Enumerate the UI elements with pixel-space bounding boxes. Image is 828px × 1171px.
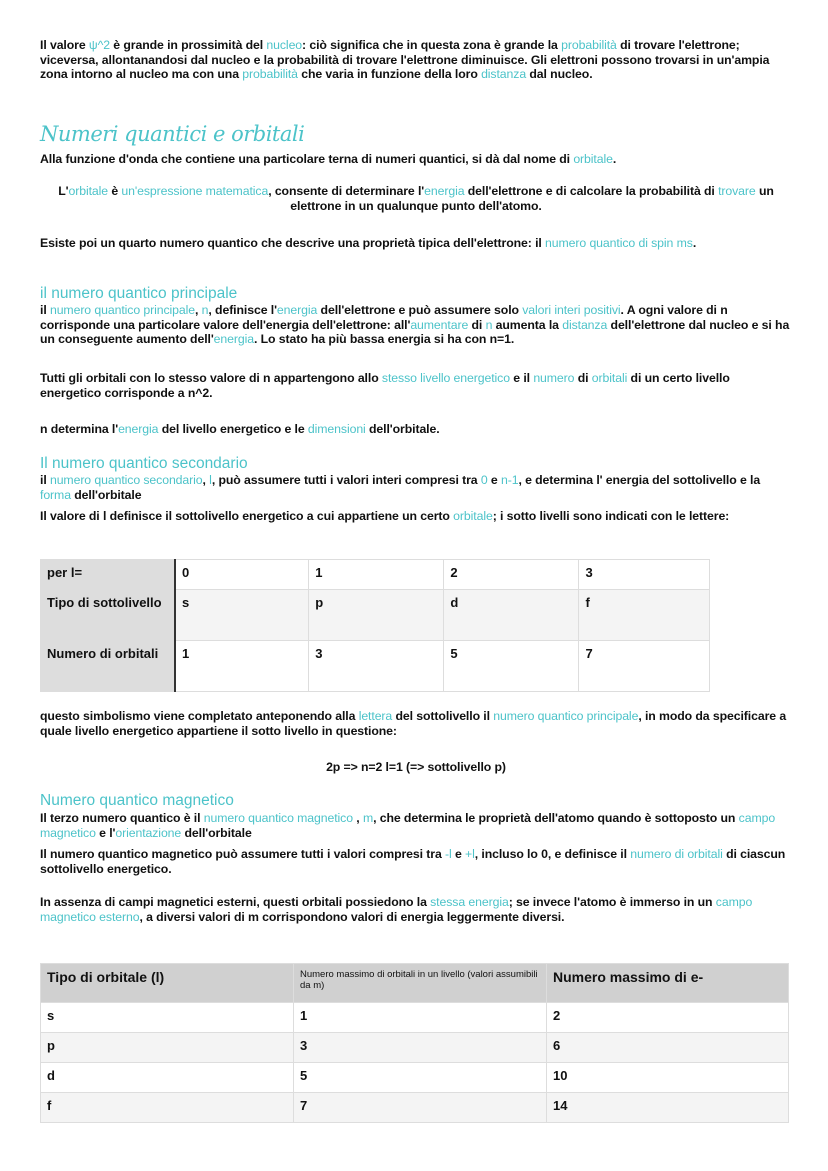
text-segment: di bbox=[574, 371, 592, 385]
text-segment: di ciascun sottolivello energetico. bbox=[40, 847, 786, 876]
table-cell: 1 bbox=[175, 641, 309, 692]
highlighted-term: campo magnetico esterno bbox=[40, 895, 753, 924]
table-cell: d bbox=[41, 1063, 294, 1093]
text-segment: Il numero quantico magnetico può assumere tutti i valori compresi tra bbox=[40, 847, 446, 861]
text-segment: L' bbox=[58, 184, 69, 198]
highlighted-term: orbitali bbox=[591, 371, 628, 385]
text-segment: dell'orbitale bbox=[181, 825, 252, 840]
text-segment: dell'orbitale. bbox=[365, 422, 440, 436]
table-header-cell: Numero massimo di e- bbox=[547, 964, 789, 1003]
table-cell: 3 bbox=[294, 1033, 547, 1063]
text-segment: , incluso lo 0, e definisce il bbox=[474, 847, 631, 861]
paragraph-magnetico-valori bbox=[40, 847, 792, 876]
text-segment: questo simbolismo viene completato anteponendo alla bbox=[40, 709, 359, 723]
highlighted-term: valori interi positivi bbox=[522, 303, 621, 317]
table-cell: Tipo di sottolivello bbox=[41, 590, 176, 641]
text-segment: . bbox=[692, 236, 697, 250]
table-header-cell: Tipo di orbitale (l) bbox=[41, 964, 294, 1003]
highlighted-term: energia bbox=[213, 332, 254, 347]
table-row bbox=[41, 560, 710, 590]
table-cell: 10 bbox=[547, 1063, 789, 1093]
table-cell: 0 bbox=[175, 560, 309, 590]
text-segment: dell'elettrone dal nucleo e si ha un conseguente aumento dell' bbox=[40, 317, 790, 347]
table-row bbox=[41, 590, 710, 641]
paragraph-simbolismo bbox=[40, 709, 792, 738]
text-segment: Esiste poi un quarto numero quantico che descrive una proprietà tipica dell'elettrone: il bbox=[40, 236, 546, 250]
paragraph-spin bbox=[40, 236, 792, 251]
example-2p: 2p => n=2 l=1 (=> sottolivello p) bbox=[326, 760, 506, 774]
table-row bbox=[41, 641, 710, 692]
intro-paragraph bbox=[40, 38, 792, 82]
heading-numero-magnetico: Numero quantico magnetico bbox=[40, 792, 234, 809]
text-segment: e bbox=[487, 473, 501, 487]
highlighted-term: numero bbox=[533, 371, 575, 385]
table-row bbox=[41, 1093, 789, 1123]
text-segment: il bbox=[40, 473, 50, 487]
heading-numero-secondario: Il numero quantico secondario bbox=[40, 455, 248, 472]
table-cell: p bbox=[309, 590, 444, 641]
table-row bbox=[41, 1033, 789, 1063]
highlighted-term: numero quantico magnetico bbox=[203, 811, 353, 825]
highlighted-term: forma bbox=[40, 487, 71, 502]
text-segment: , a diversi valori di m corrispondono valori di energia leggermente diversi. bbox=[139, 909, 565, 924]
paragraph-livello bbox=[40, 371, 792, 400]
text-segment: un elettrone in un qualunque punto dell'atomo. bbox=[290, 184, 774, 213]
highlighted-term: energia bbox=[424, 184, 465, 198]
table-cell: s bbox=[41, 1003, 294, 1033]
text-segment: , bbox=[202, 473, 210, 487]
highlighted-term: -l bbox=[445, 847, 452, 861]
highlighted-term: orbitale bbox=[453, 509, 493, 523]
highlighted-term: 0 bbox=[480, 473, 488, 487]
paragraph-magnetico bbox=[40, 811, 792, 840]
text-segment: , bbox=[352, 811, 363, 825]
text-segment: n determina l' bbox=[40, 422, 119, 436]
text-segment: e l' bbox=[95, 825, 116, 840]
table-row bbox=[41, 1063, 789, 1093]
highlighted-term: stesso livello energetico bbox=[381, 371, 510, 385]
paragraph-orbitale-expression bbox=[40, 184, 792, 213]
sottolivelli-table bbox=[40, 559, 710, 692]
highlighted-term: lettera bbox=[358, 709, 393, 723]
text-segment: del livello energetico e le bbox=[158, 422, 308, 436]
text-segment: Alla funzione d'onda che contiene una particolare terna di numeri quantici, si dà dal nome di bbox=[40, 152, 574, 166]
text-segment: . bbox=[612, 152, 617, 166]
text-segment: dell'elettrone e di calcolare la probabilità di bbox=[464, 184, 719, 198]
text-segment: Il terzo numero quantico è il bbox=[40, 811, 204, 825]
table-cell: 3 bbox=[579, 560, 710, 590]
highlighted-term: trovare bbox=[718, 184, 756, 198]
table-cell: Numero di orbitali bbox=[41, 641, 176, 692]
highlighted-term: distanza bbox=[481, 67, 527, 82]
text-segment: In assenza di campi magnetici esterni, questi orbitali possiedono la bbox=[40, 895, 431, 909]
text-segment: e bbox=[451, 847, 466, 861]
highlighted-term: distanza bbox=[562, 317, 608, 332]
text-segment: dell'orbitale bbox=[70, 487, 142, 502]
table-cell: 6 bbox=[547, 1033, 789, 1063]
text-segment: ; se invece l'atomo è immerso in un bbox=[508, 895, 716, 909]
table-cell: 1 bbox=[294, 1003, 547, 1033]
text-segment: Tutti gli orbitali con lo stesso valore di n appartengono allo bbox=[40, 371, 382, 385]
text-segment: , in modo da specificare a quale livello energetico appartiene il sotto livello in questione: bbox=[40, 709, 787, 738]
table-cell: 2 bbox=[444, 560, 579, 590]
highlighted-term: probabilità bbox=[242, 67, 298, 82]
paragraph-sottolivelli bbox=[40, 509, 792, 524]
table-cell: d bbox=[444, 590, 579, 641]
text-segment: il bbox=[40, 303, 50, 317]
highlighted-term: l bbox=[209, 473, 212, 487]
table-cell: f bbox=[41, 1093, 294, 1123]
text-segment: che varia in funzione della loro bbox=[297, 67, 482, 82]
text-segment: dell'elettrone e può assumere solo bbox=[317, 303, 523, 317]
paragraph-principale bbox=[40, 303, 792, 347]
table-header-row bbox=[41, 964, 789, 1003]
highlighted-term: numero quantico secondario bbox=[49, 473, 203, 487]
table-cell: 2 bbox=[547, 1003, 789, 1033]
text-segment: è grande in prossimità del bbox=[109, 38, 267, 52]
highlighted-term: numero quantico di spin ms bbox=[545, 236, 693, 250]
text-segment: ; i sotto livelli sono indicati con le lettere: bbox=[492, 509, 730, 523]
text-segment: , bbox=[195, 303, 202, 317]
text-segment: del sottolivello il bbox=[392, 709, 494, 723]
highlighted-term: n-1 bbox=[500, 473, 519, 487]
highlighted-term: energia bbox=[276, 303, 318, 317]
text-segment: di bbox=[468, 317, 486, 332]
highlighted-term: orbitale bbox=[573, 152, 613, 166]
table-cell: 14 bbox=[547, 1093, 789, 1123]
paragraph-orbitale-def bbox=[40, 152, 792, 167]
section-heading-numeri-quantici: Numeri quantici e orbitali bbox=[40, 122, 305, 146]
text-segment: , e determina l' energia del sottolivello e la bbox=[518, 473, 761, 487]
text-segment: , che determina le proprietà dell'atomo quando è sottoposto un bbox=[373, 811, 739, 825]
table-cell: 7 bbox=[294, 1093, 547, 1123]
text-segment: . Lo stato ha più bassa energia si ha con n=1. bbox=[254, 332, 515, 347]
highlighted-term: orientazione bbox=[115, 825, 182, 840]
table-cell: 5 bbox=[444, 641, 579, 692]
highlighted-term: stessa energia bbox=[430, 895, 509, 909]
highlighted-term: energia bbox=[118, 422, 159, 436]
text-segment: dal nucleo. bbox=[526, 67, 593, 82]
highlighted-term: m bbox=[362, 811, 374, 825]
heading-numero-principale: il numero quantico principale bbox=[40, 285, 238, 302]
text-segment: di trovare l'elettrone; viceversa, allontanandosi dal nucleo e la probabilità di trovare l'elettrone diminuisce. Gli elettroni possono trovarsi in un'ampia zona intorno al nucleo ma con una bbox=[40, 38, 770, 82]
paragraph-secondario bbox=[40, 473, 792, 502]
text-segment: Il valore di l definisce il sottolivello energetico a cui appartiene un certo bbox=[40, 509, 454, 523]
text-segment: è bbox=[108, 184, 122, 198]
text-segment: , definisce l' bbox=[208, 303, 277, 317]
highlighted-term: aumentare bbox=[410, 317, 469, 332]
highlighted-term: campo magnetico bbox=[40, 811, 776, 840]
table-cell: s bbox=[175, 590, 309, 641]
highlighted-term: ψ^2 bbox=[88, 38, 110, 52]
highlighted-term: numero quantico principale bbox=[493, 709, 639, 723]
highlighted-term: dimensioni bbox=[307, 422, 366, 436]
text-segment: : ciò significa che in questa zona è grande la bbox=[302, 38, 562, 52]
paragraph-n-determina bbox=[40, 422, 792, 437]
table-cell: 5 bbox=[294, 1063, 547, 1093]
text-segment: e il bbox=[509, 371, 534, 385]
highlighted-term: orbitale bbox=[68, 184, 108, 198]
text-segment: , può assumere tutti i valori interi compresi tra bbox=[211, 473, 481, 487]
highlighted-term: n bbox=[485, 317, 493, 332]
table-cell: 1 bbox=[309, 560, 444, 590]
table-cell: p bbox=[41, 1033, 294, 1063]
highlighted-term: nucleo bbox=[266, 38, 303, 52]
text-segment: Il valore bbox=[40, 38, 89, 52]
highlighted-term: numero di orbitali bbox=[630, 847, 723, 861]
text-segment: . A ogni valore di n corrisponde una particolare valore dell'energia dell'elettrone: all' bbox=[40, 303, 728, 332]
table-cell: per l= bbox=[41, 560, 176, 590]
text-segment: , consente di determinare l' bbox=[268, 184, 425, 198]
highlighted-term: n bbox=[201, 303, 209, 317]
text-segment: aumenta la bbox=[492, 317, 563, 332]
text-segment: di un certo livello energetico corrisponde a n^2. bbox=[40, 371, 730, 400]
table-header-cell: Numero massimo di orbitali in un livello (valori assumibili da m) bbox=[294, 964, 547, 1003]
orbitali-table bbox=[40, 963, 789, 1123]
highlighted-term: un'espressione matematica bbox=[121, 184, 269, 198]
highlighted-term: numero quantico principale bbox=[49, 303, 196, 317]
highlighted-term: probabilità bbox=[561, 38, 617, 52]
table-cell: 7 bbox=[579, 641, 710, 692]
table-row bbox=[41, 1003, 789, 1033]
paragraph-campi-esterni bbox=[40, 895, 792, 924]
highlighted-term: +l bbox=[465, 847, 475, 861]
table-cell: f bbox=[579, 590, 710, 641]
table-cell: 3 bbox=[309, 641, 444, 692]
